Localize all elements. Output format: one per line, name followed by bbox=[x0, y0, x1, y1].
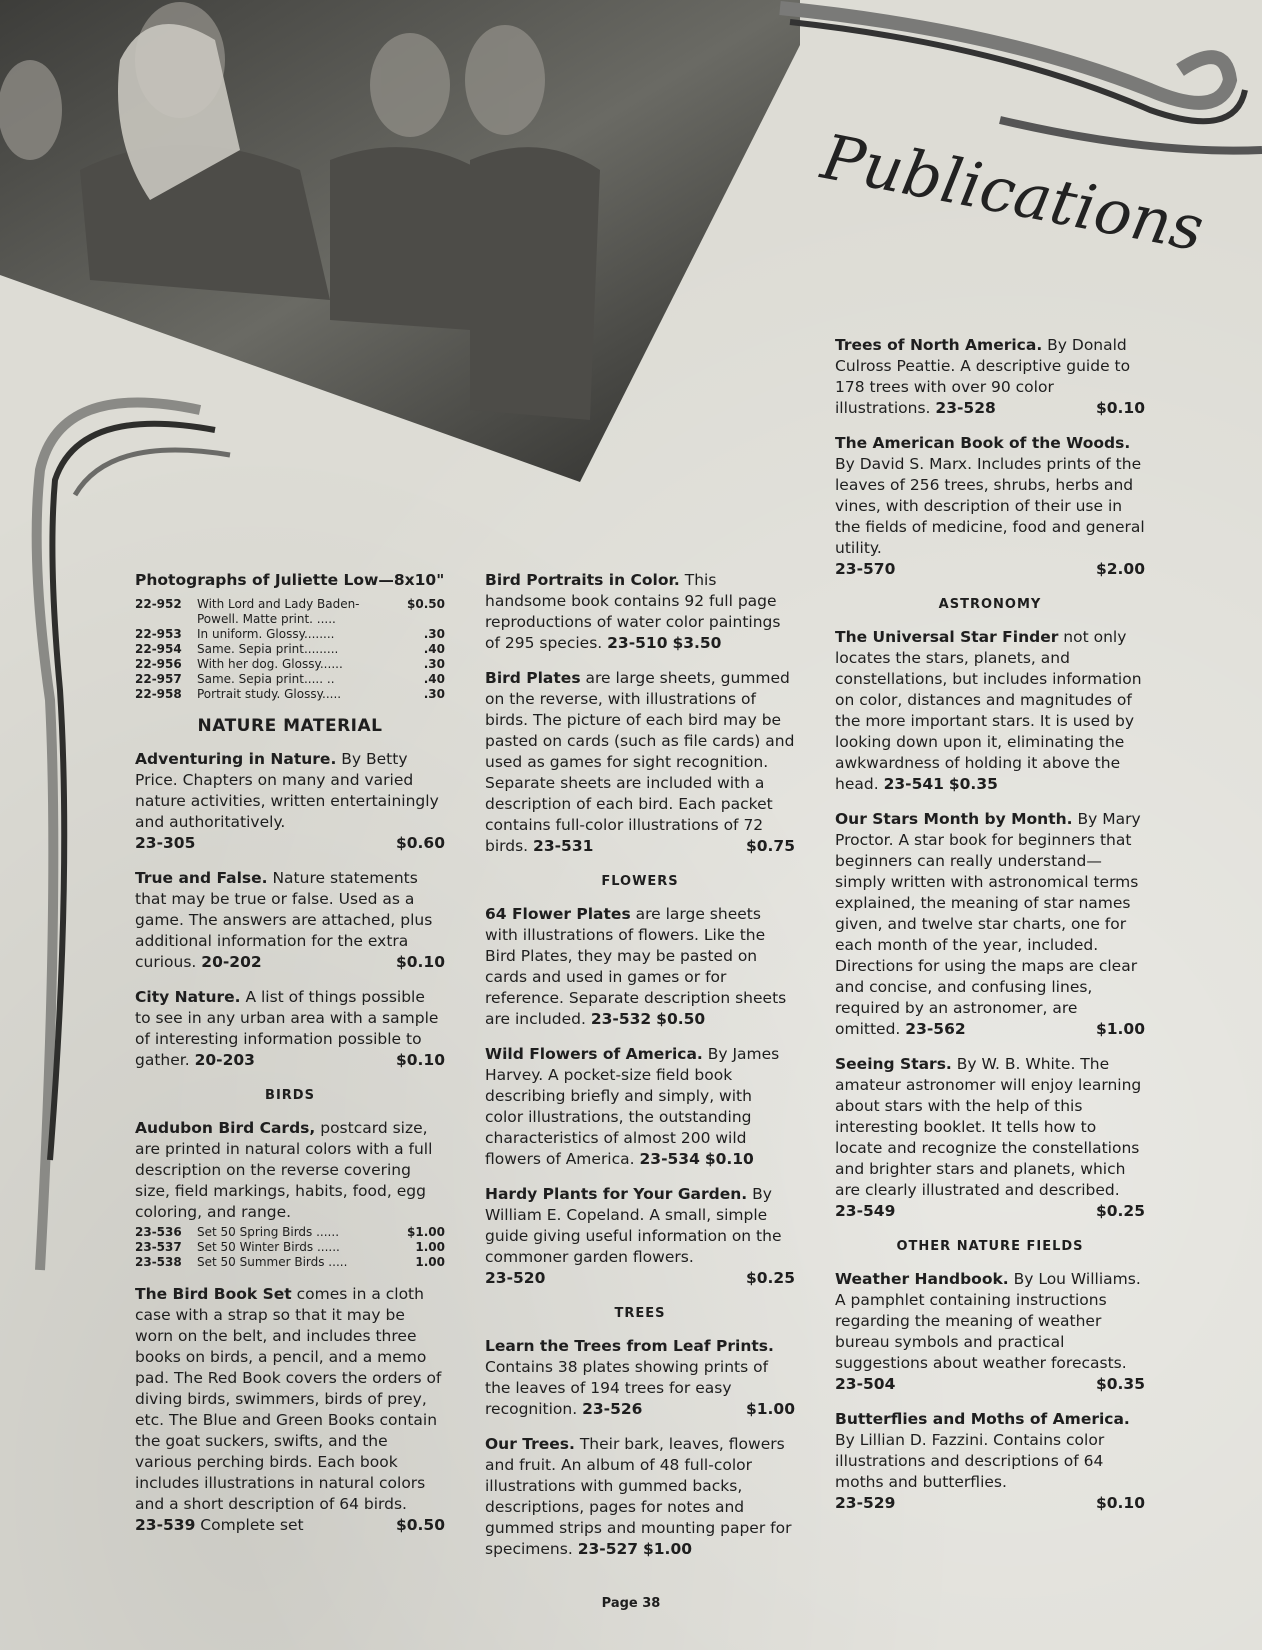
table-row bbox=[135, 672, 445, 687]
entry-trees-of-north-america bbox=[835, 335, 1145, 419]
entry-code: 23-541 bbox=[883, 775, 944, 793]
entry-price: $0.25 bbox=[1095, 1202, 1145, 1220]
item-desc: Same. Sepia print..... .. bbox=[197, 672, 335, 686]
entry-text: By Betty Price. Chapters on many and varied nature activities, written entertainingly and authoritatively. bbox=[135, 750, 439, 831]
entry-price: $1.00 bbox=[642, 1540, 693, 1558]
item-code: 23-536 bbox=[135, 1225, 182, 1239]
entry-text: comes in a cloth case with a strap so that it may be worn on the belt, and includes three books on birds, a pencil, and a memo pad. The Red Book covers the orders of diving birds, swimmers, birds of prey, etc. The Blue and Green Books contain the goat suckers, swifts, and the various perching birds. Each book includes illustrations in natural colors and a short description of 64 birds. bbox=[135, 1285, 442, 1513]
entry-text: By W. B. White. The amateur astronomer will enjoy learning about stars with the help of this interesting booklet. It tells how to locate and recognize the constellations and brighter stars and planets, which are clearly illustrated and described. bbox=[835, 1055, 1142, 1199]
item-price: $1.00 bbox=[407, 1225, 445, 1239]
entry-code: 23-528 bbox=[935, 399, 996, 417]
item-price: .30 bbox=[423, 657, 445, 671]
entry-price: $0.35 bbox=[948, 775, 998, 793]
item-price: .30 bbox=[423, 687, 445, 701]
entry-weather-handbook bbox=[835, 1269, 1145, 1395]
entry-price: $2.00 bbox=[1095, 560, 1145, 578]
entry-text: By Lou Williams. A pamphlet containing instructions regarding the meaning of weather bureau symbols and practical suggestions about weather forecasts. bbox=[835, 1270, 1141, 1372]
entry-code: 23-570 bbox=[835, 560, 896, 578]
entry-text: Contains 38 plates showing prints of the leaves of 194 trees for easy recognition. bbox=[485, 1358, 769, 1418]
entry-text: are large sheets, gummed on the reverse, with illustrations of birds. The picture of each bird may be pasted on cards (such as file cards) and used as games for sight recognition. Separate sheets are included with a description of each bird. Each packet contains full-color illustrations of 72 birds. bbox=[485, 669, 795, 855]
entry-title: 64 Flower Plates bbox=[485, 905, 631, 923]
item-price: $0.50 bbox=[407, 597, 445, 611]
entry-title: The Bird Book Set bbox=[135, 1285, 292, 1303]
entry-code: 20-203 bbox=[194, 1051, 255, 1069]
entry-title: Audubon Bird Cards, bbox=[135, 1119, 316, 1137]
item-desc: With Lord and Lady Baden-Powell. Matte print. ..... bbox=[197, 597, 360, 626]
entry-wild-flowers bbox=[485, 1044, 795, 1170]
entry-flower-plates bbox=[485, 904, 795, 1030]
item-code: 23-537 bbox=[135, 1240, 182, 1254]
item-price: .40 bbox=[423, 672, 445, 686]
entry-title: Trees of North America. bbox=[835, 336, 1043, 354]
entry-code: 23-520 bbox=[485, 1269, 546, 1287]
entry-code: 23-539 bbox=[135, 1516, 196, 1534]
entry-code: 23-504 bbox=[835, 1375, 896, 1393]
astronomy-heading: ASTRONOMY bbox=[938, 597, 1042, 612]
entry-title: Bird Plates bbox=[485, 669, 581, 687]
entry-text: By David S. Marx. Includes prints of the leaves of 256 trees, shrubs, herbs and vines, with description of their use in the fields of medicine, food and general utility. bbox=[835, 455, 1145, 557]
item-desc: Set 50 Winter Birds ...... bbox=[197, 1240, 340, 1254]
table-row bbox=[135, 687, 445, 702]
entry-city-nature bbox=[135, 987, 445, 1071]
entry-price: $1.00 bbox=[1095, 1020, 1145, 1038]
entry-price: $0.10 bbox=[395, 1051, 445, 1069]
entry-code: 23-549 bbox=[835, 1202, 896, 1220]
entry-audubon-bird-cards bbox=[135, 1118, 445, 1223]
entry-price: $3.50 bbox=[672, 634, 722, 652]
entry-code: 23-305 bbox=[135, 834, 196, 852]
entry-bird-portraits bbox=[485, 570, 795, 654]
entry-price: $0.35 bbox=[1095, 1375, 1145, 1393]
page-number: Page 38 bbox=[601, 1596, 661, 1611]
item-price: .40 bbox=[423, 642, 445, 656]
column-3 bbox=[835, 335, 1145, 1528]
entry-text: Their bark, leaves, flowers and fruit. An album of 48 full-color illustrations with gummed backs, descriptions, pages for notes and gummed strips and mounting paper for specimens. bbox=[485, 1435, 792, 1558]
entry-our-trees bbox=[485, 1434, 795, 1560]
column-2 bbox=[485, 570, 795, 1574]
entry-code: 23-532 bbox=[590, 1010, 652, 1028]
entry-text: By James Harvey. A pocket-size field book describing briefly and simply, with color illustrations, the outstanding characteristics of almost 200 wild flowers of America. bbox=[485, 1045, 780, 1168]
entry-title: Wild Flowers of America. bbox=[485, 1045, 703, 1063]
table-row bbox=[135, 657, 445, 672]
entry-text: By Mary Proctor. A star book for beginners that beginners can really understand—simply written with astronomical terms explained, the meaning of star names given, and twelve star charts, one for each month of the year, included. Directions for using the maps are clear and concise, and confusing lines, required by an astronomer, are omitted. bbox=[835, 810, 1141, 1038]
table-row bbox=[135, 1225, 445, 1240]
entry-title: Our Trees. bbox=[485, 1435, 575, 1453]
entry-text: This handsome book contains 92 full page reproductions of water color paintings of 295 species. bbox=[485, 571, 781, 652]
entry-price: $0.75 bbox=[745, 837, 795, 855]
flowers-heading: FLOWERS bbox=[601, 874, 679, 889]
table-row bbox=[135, 642, 445, 657]
photographs-table bbox=[135, 597, 445, 702]
item-price: 1.00 bbox=[415, 1240, 445, 1254]
entry-text: postcard size, are printed in natural colors with a full description on the reverse covering size, field markings, habits, food, egg coloring, and range. bbox=[135, 1119, 433, 1221]
entry-code: 23-510 bbox=[607, 634, 668, 652]
entry-adventuring-in-nature bbox=[135, 749, 445, 854]
item-desc: Portrait study. Glossy..... bbox=[197, 687, 342, 701]
entry-label: Complete set bbox=[200, 1516, 304, 1534]
entry-code: 23-562 bbox=[905, 1020, 966, 1038]
entry-title: Butterflies and Moths of America. bbox=[835, 1410, 1130, 1428]
entry-text: not only locates the stars, planets, and constellations, but includes information on color, distances and magnitudes of the more important stars. It is used by looking down upon it, eliminating the awkwardness of holding it above the head. bbox=[835, 628, 1142, 793]
table-row bbox=[135, 627, 445, 642]
item-code: 22-952 bbox=[135, 597, 182, 611]
entry-title: Seeing Stars. bbox=[835, 1055, 952, 1073]
birds-heading: BIRDS bbox=[265, 1088, 315, 1103]
column-1 bbox=[135, 570, 445, 1550]
entry-text: A list of things possible to see in any urban area with a sample of interesting information possible to gather. bbox=[135, 988, 439, 1069]
entry-true-and-false bbox=[135, 868, 445, 973]
entry-title: The Universal Star Finder bbox=[835, 628, 1059, 646]
entry-code: 23-527 bbox=[577, 1540, 639, 1558]
entry-price: $0.25 bbox=[745, 1269, 795, 1287]
entry-code: 23-526 bbox=[582, 1400, 643, 1418]
entry-title: Learn the Trees from Leaf Prints. bbox=[485, 1337, 774, 1355]
item-desc: Same. Sepia print......... bbox=[197, 642, 339, 656]
entry-text: By Lillian D. Fazzini. Contains color illustrations and descriptions of 64 moths and butterflies. bbox=[835, 1431, 1105, 1491]
table-row bbox=[135, 1240, 445, 1255]
item-code: 22-958 bbox=[135, 687, 182, 701]
entry-text: By William E. Copeland. A small, simple guide giving useful information on the commoner garden flowers. bbox=[485, 1185, 782, 1266]
item-code: 22-954 bbox=[135, 642, 182, 656]
entry-title: True and False. bbox=[135, 869, 268, 887]
item-code: 22-957 bbox=[135, 672, 182, 686]
item-desc: With her dog. Glossy...... bbox=[197, 657, 343, 671]
entry-butterflies-and-moths bbox=[835, 1409, 1145, 1514]
entry-universal-star-finder bbox=[835, 627, 1145, 795]
entry-price: $0.50 bbox=[656, 1010, 706, 1028]
entry-title: Bird Portraits in Color. bbox=[485, 571, 680, 589]
photographs-title: Photographs of Juliette Low—8x10" bbox=[135, 571, 445, 589]
entry-code: 23-529 bbox=[835, 1494, 896, 1512]
entry-bird-plates bbox=[485, 668, 795, 857]
entry-seeing-stars bbox=[835, 1054, 1145, 1222]
entry-bird-book-set bbox=[135, 1284, 445, 1536]
entry-book-of-the-woods bbox=[835, 433, 1145, 580]
table-row bbox=[135, 597, 445, 627]
entry-price: $0.10 bbox=[1095, 1494, 1145, 1512]
entry-text: Nature statements that may be true or false. Used as a game. The answers are attached, plus additional information for the extra curious. bbox=[135, 869, 433, 971]
item-code: 23-538 bbox=[135, 1255, 182, 1269]
trees-heading: TREES bbox=[614, 1306, 666, 1321]
entry-price: $1.00 bbox=[745, 1400, 795, 1418]
other-nature-fields-heading: OTHER NATURE FIELDS bbox=[896, 1239, 1084, 1254]
entry-price: $0.10 bbox=[704, 1150, 754, 1168]
entry-title: The American Book of the Woods. bbox=[835, 434, 1131, 452]
audubon-table bbox=[135, 1225, 445, 1270]
entry-our-stars bbox=[835, 809, 1145, 1040]
entry-price: $0.10 bbox=[395, 953, 445, 971]
entry-hardy-plants bbox=[485, 1184, 795, 1289]
entry-title: Hardy Plants for Your Garden. bbox=[485, 1185, 748, 1203]
item-desc: Set 50 Summer Birds ..... bbox=[197, 1255, 348, 1269]
entry-price: $0.10 bbox=[1095, 399, 1145, 417]
entry-title: City Nature. bbox=[135, 988, 241, 1006]
entry-code: 20-202 bbox=[201, 953, 262, 971]
entry-price: $0.50 bbox=[395, 1516, 445, 1534]
entry-title: Our Stars Month by Month. bbox=[835, 810, 1073, 828]
item-code: 22-956 bbox=[135, 657, 182, 671]
entry-title: Adventuring in Nature. bbox=[135, 750, 337, 768]
entry-leaf-prints bbox=[485, 1336, 795, 1420]
item-desc: Set 50 Spring Birds ...... bbox=[197, 1225, 340, 1239]
entry-code: 23-534 bbox=[639, 1150, 700, 1168]
entry-price: $0.60 bbox=[395, 834, 445, 852]
entry-text: By Donald Culross Peattie. A descriptive guide to 178 trees with over 90 color illustrations. bbox=[835, 336, 1131, 417]
entry-title: Weather Handbook. bbox=[835, 1270, 1009, 1288]
entry-text: are large sheets with illustrations of flowers. Like the Bird Plates, they may be pasted on cards and used in games or for reference. Separate description sheets are included. bbox=[485, 905, 787, 1028]
item-price: 1.00 bbox=[415, 1255, 445, 1269]
item-desc: In uniform. Glossy........ bbox=[197, 627, 335, 641]
page-title: Publications bbox=[816, 120, 1210, 266]
nature-material-heading: NATURE MATERIAL bbox=[197, 716, 383, 736]
table-row bbox=[135, 1255, 445, 1270]
entry-code: 23-531 bbox=[533, 837, 594, 855]
item-code: 22-953 bbox=[135, 627, 182, 641]
item-price: .30 bbox=[423, 627, 445, 641]
